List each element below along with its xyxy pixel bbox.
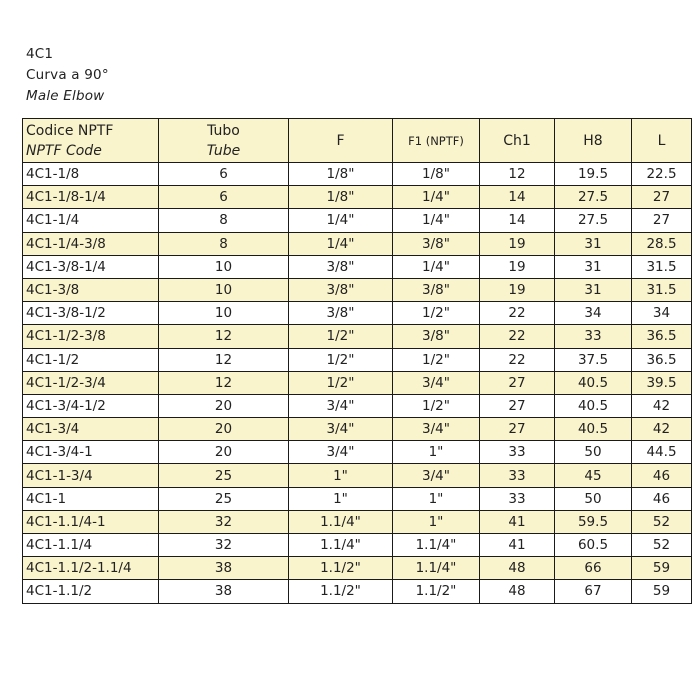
header-tube bbox=[159, 119, 289, 163]
cell-f1: 1" bbox=[393, 487, 480, 510]
cell-h8: 31 bbox=[555, 232, 632, 255]
cell-f: 1/4" bbox=[289, 209, 393, 232]
cell-h8: 27.5 bbox=[555, 186, 632, 209]
cell-f: 1.1/2" bbox=[289, 580, 393, 603]
cell-ch1: 41 bbox=[480, 534, 555, 557]
cell-h8: 33 bbox=[555, 325, 632, 348]
cell-f: 3/8" bbox=[289, 278, 393, 301]
cell-code: 4C1-1-3/4 bbox=[23, 464, 159, 487]
header-h8: H8 bbox=[555, 119, 632, 163]
cell-f: 1/2" bbox=[289, 371, 393, 394]
cell-ch1: 27 bbox=[480, 394, 555, 417]
cell-code: 4C1-3/8-1/2 bbox=[23, 302, 159, 325]
cell-tube: 38 bbox=[159, 580, 289, 603]
table-row bbox=[23, 348, 692, 371]
cell-code: 4C1-1.1/4 bbox=[23, 534, 159, 557]
cell-f1: 1/2" bbox=[393, 348, 480, 371]
cell-f: 1.1/2" bbox=[289, 557, 393, 580]
cell-tube: 20 bbox=[159, 418, 289, 441]
cell-ch1: 41 bbox=[480, 510, 555, 533]
product-name-english: Male Elbow bbox=[26, 88, 105, 104]
cell-l: 22.5 bbox=[632, 163, 692, 186]
cell-f: 3/4" bbox=[289, 394, 393, 417]
cell-tube: 8 bbox=[159, 209, 289, 232]
cell-tube: 6 bbox=[159, 163, 289, 186]
cell-ch1: 33 bbox=[480, 464, 555, 487]
cell-tube: 12 bbox=[159, 348, 289, 371]
table-row bbox=[23, 534, 692, 557]
cell-f1: 1.1/4" bbox=[393, 557, 480, 580]
cell-ch1: 14 bbox=[480, 186, 555, 209]
cell-h8: 67 bbox=[555, 580, 632, 603]
cell-f1: 1/2" bbox=[393, 302, 480, 325]
cell-code: 4C1-1.1/2-1.1/4 bbox=[23, 557, 159, 580]
cell-tube: 6 bbox=[159, 186, 289, 209]
cell-h8: 45 bbox=[555, 464, 632, 487]
table-row bbox=[23, 209, 692, 232]
cell-ch1: 22 bbox=[480, 325, 555, 348]
cell-code: 4C1-1/4-3/8 bbox=[23, 232, 159, 255]
cell-l: 44.5 bbox=[632, 441, 692, 464]
cell-h8: 31 bbox=[555, 278, 632, 301]
cell-tube: 32 bbox=[159, 534, 289, 557]
header-f1: F1 (NPTF) bbox=[393, 119, 480, 163]
cell-f: 3/4" bbox=[289, 418, 393, 441]
cell-tube: 25 bbox=[159, 487, 289, 510]
cell-l: 42 bbox=[632, 394, 692, 417]
table-row bbox=[23, 325, 692, 348]
cell-f: 1.1/4" bbox=[289, 510, 393, 533]
cell-l: 36.5 bbox=[632, 325, 692, 348]
cell-f: 3/8" bbox=[289, 302, 393, 325]
cell-h8: 59.5 bbox=[555, 510, 632, 533]
cell-l: 42 bbox=[632, 418, 692, 441]
cell-f1: 1.1/4" bbox=[393, 534, 480, 557]
cell-l: 59 bbox=[632, 580, 692, 603]
cell-h8: 31 bbox=[555, 255, 632, 278]
header-code-english: NPTF Code bbox=[26, 142, 102, 159]
cell-code: 4C1-1 bbox=[23, 487, 159, 510]
header-code bbox=[23, 119, 159, 163]
cell-f1: 1/4" bbox=[393, 255, 480, 278]
cell-l: 46 bbox=[632, 464, 692, 487]
cell-tube: 20 bbox=[159, 394, 289, 417]
cell-ch1: 19 bbox=[480, 232, 555, 255]
cell-tube: 12 bbox=[159, 325, 289, 348]
cell-f1: 3/4" bbox=[393, 418, 480, 441]
cell-ch1: 19 bbox=[480, 278, 555, 301]
cell-tube: 20 bbox=[159, 441, 289, 464]
cell-f1: 3/8" bbox=[393, 278, 480, 301]
cell-f: 1" bbox=[289, 487, 393, 510]
cell-l: 39.5 bbox=[632, 371, 692, 394]
cell-code: 4C1-1/8 bbox=[23, 163, 159, 186]
cell-h8: 66 bbox=[555, 557, 632, 580]
cell-tube: 12 bbox=[159, 371, 289, 394]
cell-code: 4C1-1/2-3/4 bbox=[23, 371, 159, 394]
table-row bbox=[23, 487, 692, 510]
cell-h8: 19.5 bbox=[555, 163, 632, 186]
cell-ch1: 33 bbox=[480, 487, 555, 510]
cell-code: 4C1-1/2-3/8 bbox=[23, 325, 159, 348]
cell-f: 1.1/4" bbox=[289, 534, 393, 557]
cell-code: 4C1-3/8 bbox=[23, 278, 159, 301]
table-row bbox=[23, 232, 692, 255]
cell-tube: 38 bbox=[159, 557, 289, 580]
header-l: L bbox=[632, 119, 692, 163]
cell-h8: 60.5 bbox=[555, 534, 632, 557]
cell-l: 46 bbox=[632, 487, 692, 510]
cell-code: 4C1-3/4 bbox=[23, 418, 159, 441]
cell-f1: 1/8" bbox=[393, 163, 480, 186]
cell-l: 34 bbox=[632, 302, 692, 325]
cell-h8: 27.5 bbox=[555, 209, 632, 232]
product-name-italian: Curva a 90° bbox=[26, 67, 109, 83]
cell-ch1: 22 bbox=[480, 348, 555, 371]
table-row bbox=[23, 557, 692, 580]
cell-ch1: 22 bbox=[480, 302, 555, 325]
cell-tube: 32 bbox=[159, 510, 289, 533]
table-row bbox=[23, 302, 692, 325]
cell-l: 28.5 bbox=[632, 232, 692, 255]
cell-ch1: 14 bbox=[480, 209, 555, 232]
table-row bbox=[23, 186, 692, 209]
cell-f: 1/4" bbox=[289, 232, 393, 255]
cell-h8: 50 bbox=[555, 441, 632, 464]
table-row bbox=[23, 441, 692, 464]
product-code: 4C1 bbox=[26, 46, 54, 62]
cell-tube: 25 bbox=[159, 464, 289, 487]
table-row bbox=[23, 278, 692, 301]
header-ch1: Ch1 bbox=[480, 119, 555, 163]
cell-l: 52 bbox=[632, 534, 692, 557]
table-row bbox=[23, 580, 692, 603]
cell-f: 1" bbox=[289, 464, 393, 487]
cell-f1: 1/4" bbox=[393, 186, 480, 209]
cell-h8: 34 bbox=[555, 302, 632, 325]
cell-ch1: 33 bbox=[480, 441, 555, 464]
table-body bbox=[23, 163, 692, 604]
cell-f: 3/4" bbox=[289, 441, 393, 464]
product-heading bbox=[26, 44, 109, 107]
cell-f1: 1/2" bbox=[393, 394, 480, 417]
cell-f1: 1.1/2" bbox=[393, 580, 480, 603]
cell-tube: 10 bbox=[159, 302, 289, 325]
cell-tube: 10 bbox=[159, 255, 289, 278]
table-row bbox=[23, 418, 692, 441]
header-code-italian: Codice NPTF bbox=[26, 122, 114, 139]
table-row bbox=[23, 255, 692, 278]
cell-code: 4C1-3/4-1/2 bbox=[23, 394, 159, 417]
cell-h8: 40.5 bbox=[555, 371, 632, 394]
cell-h8: 50 bbox=[555, 487, 632, 510]
cell-tube: 8 bbox=[159, 232, 289, 255]
cell-f: 1/2" bbox=[289, 348, 393, 371]
cell-l: 27 bbox=[632, 209, 692, 232]
cell-code: 4C1-1.1/2 bbox=[23, 580, 159, 603]
cell-ch1: 27 bbox=[480, 418, 555, 441]
cell-f: 1/2" bbox=[289, 325, 393, 348]
cell-ch1: 48 bbox=[480, 580, 555, 603]
header-tube-italian: Tubo bbox=[207, 122, 240, 139]
cell-h8: 37.5 bbox=[555, 348, 632, 371]
cell-f1: 3/8" bbox=[393, 325, 480, 348]
cell-f: 3/8" bbox=[289, 255, 393, 278]
table-row bbox=[23, 510, 692, 533]
table-row bbox=[23, 464, 692, 487]
cell-code: 4C1-3/8-1/4 bbox=[23, 255, 159, 278]
cell-ch1: 48 bbox=[480, 557, 555, 580]
cell-h8: 40.5 bbox=[555, 394, 632, 417]
cell-f1: 3/4" bbox=[393, 371, 480, 394]
cell-code: 4C1-1.1/4-1 bbox=[23, 510, 159, 533]
cell-l: 31.5 bbox=[632, 278, 692, 301]
cell-f1: 3/8" bbox=[393, 232, 480, 255]
cell-h8: 40.5 bbox=[555, 418, 632, 441]
cell-l: 59 bbox=[632, 557, 692, 580]
cell-ch1: 12 bbox=[480, 163, 555, 186]
cell-f1: 3/4" bbox=[393, 464, 480, 487]
cell-code: 4C1-1/4 bbox=[23, 209, 159, 232]
cell-code: 4C1-3/4-1 bbox=[23, 441, 159, 464]
cell-l: 27 bbox=[632, 186, 692, 209]
cell-code: 4C1-1/8-1/4 bbox=[23, 186, 159, 209]
cell-l: 52 bbox=[632, 510, 692, 533]
cell-ch1: 27 bbox=[480, 371, 555, 394]
cell-f1: 1" bbox=[393, 510, 480, 533]
table-header-row bbox=[23, 119, 692, 163]
table-row bbox=[23, 163, 692, 186]
cell-f: 1/8" bbox=[289, 186, 393, 209]
cell-f1: 1" bbox=[393, 441, 480, 464]
cell-l: 36.5 bbox=[632, 348, 692, 371]
cell-code: 4C1-1/2 bbox=[23, 348, 159, 371]
dimensions-table bbox=[22, 118, 692, 604]
header-tube-english: Tube bbox=[206, 142, 241, 159]
header-f: F bbox=[289, 119, 393, 163]
cell-l: 31.5 bbox=[632, 255, 692, 278]
cell-tube: 10 bbox=[159, 278, 289, 301]
cell-f1: 1/4" bbox=[393, 209, 480, 232]
table-row bbox=[23, 371, 692, 394]
cell-ch1: 19 bbox=[480, 255, 555, 278]
cell-f: 1/8" bbox=[289, 163, 393, 186]
table-row bbox=[23, 394, 692, 417]
